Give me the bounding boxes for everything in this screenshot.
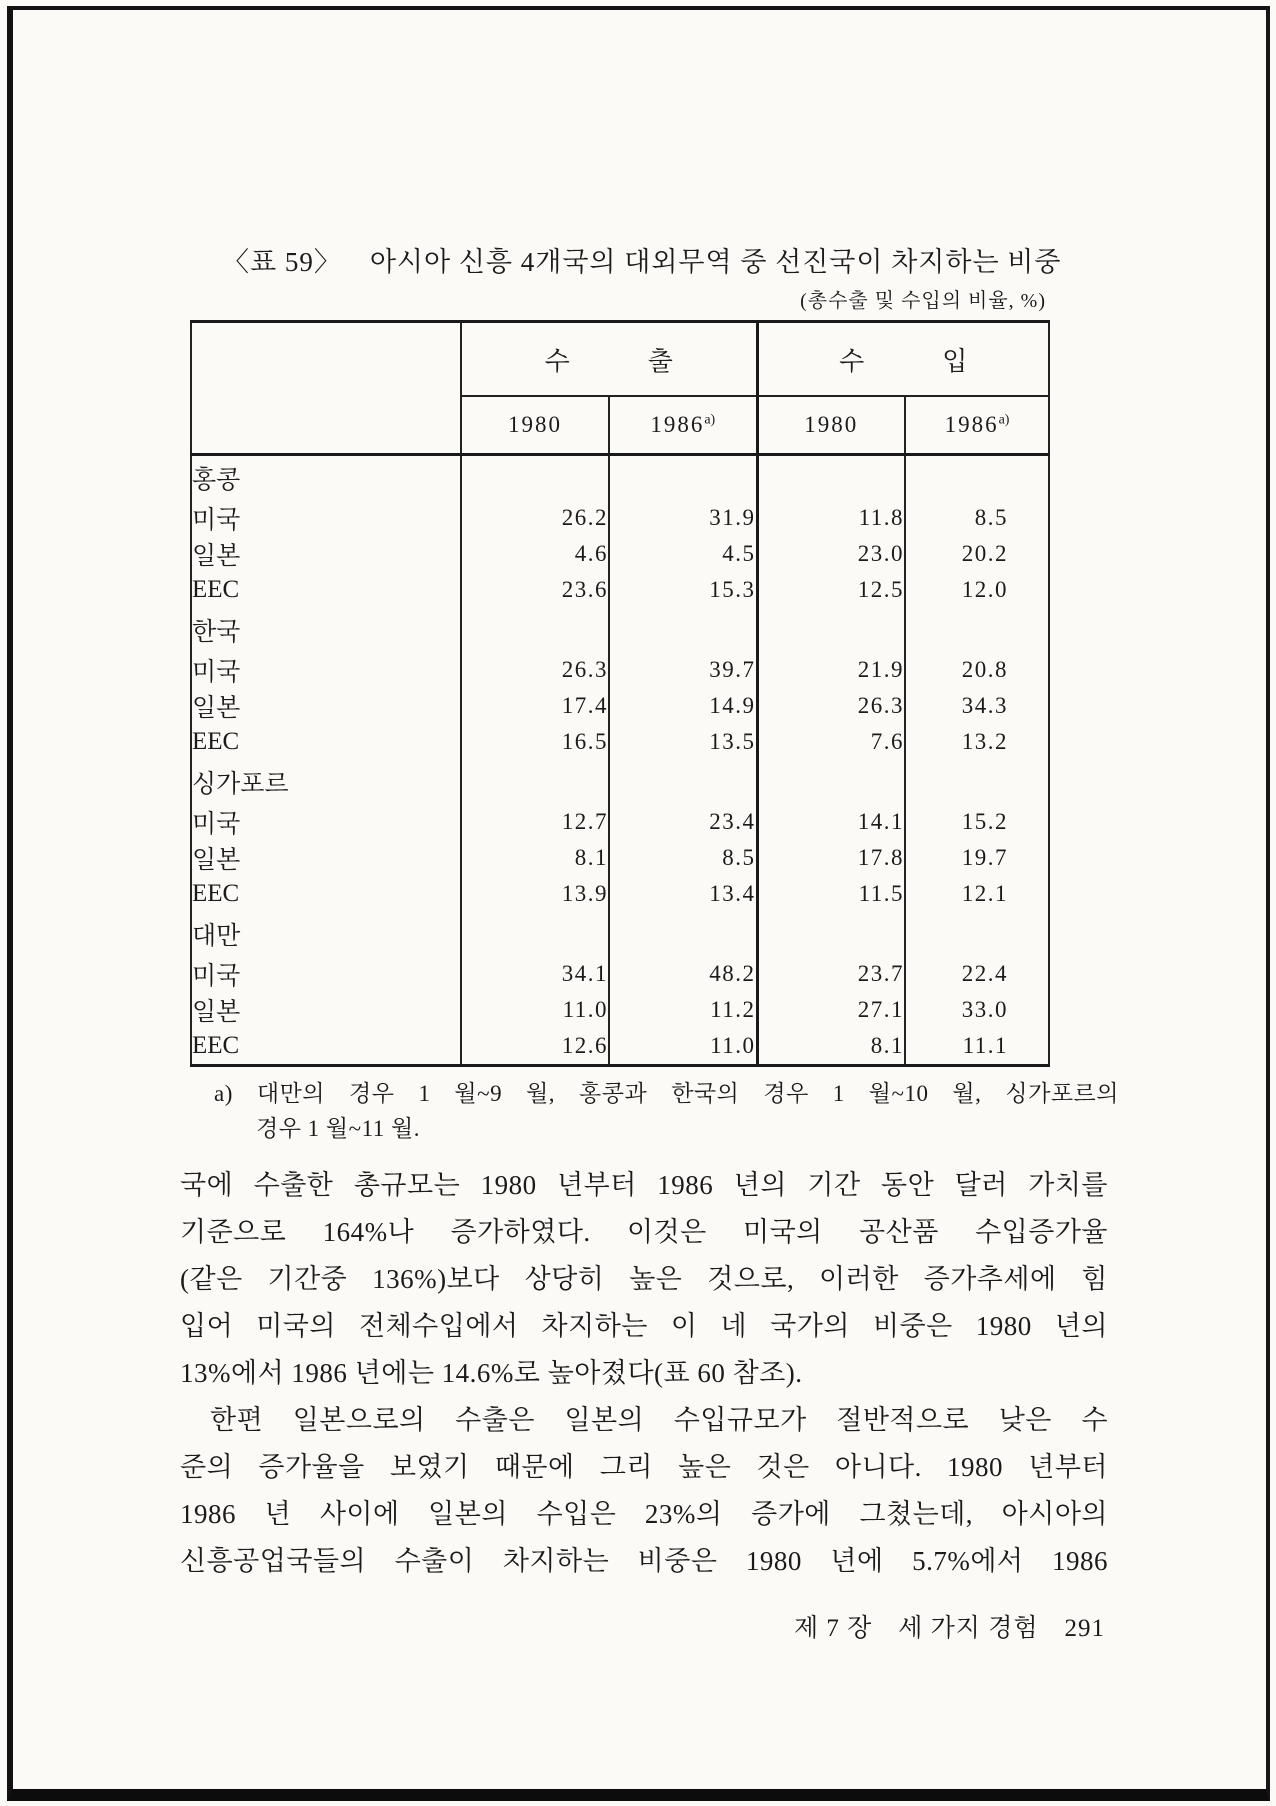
empty-cell bbox=[757, 912, 905, 956]
value-cell: 13.5 bbox=[609, 724, 757, 760]
value-cell: 39.7 bbox=[609, 652, 757, 688]
partner-cell: 미국 bbox=[192, 659, 241, 686]
value-cell: 23.0 bbox=[757, 536, 905, 572]
value-cell: 48.2 bbox=[609, 956, 757, 992]
value-cell: 20.8 bbox=[905, 652, 1049, 688]
value-cell: 15.2 bbox=[905, 804, 1049, 840]
region-row bbox=[191, 608, 1049, 652]
value-cell: 26.3 bbox=[757, 688, 905, 724]
table-row bbox=[191, 804, 1049, 840]
trade-table bbox=[190, 320, 1050, 1067]
value-cell: 8.5 bbox=[609, 840, 757, 876]
empty-cell bbox=[609, 912, 757, 956]
table-row bbox=[191, 956, 1049, 992]
value-cell: 4.6 bbox=[461, 536, 609, 572]
value-cell: 23.6 bbox=[461, 572, 609, 608]
empty-cell bbox=[905, 455, 1049, 501]
trade-table-wrapper bbox=[190, 320, 1050, 1067]
value-cell: 17.8 bbox=[757, 840, 905, 876]
partner-cell: 일본 bbox=[192, 695, 241, 722]
body-line: 한편 일본으로의 수출은 일본의 수입규모가 절반적으로 낮은 수 bbox=[210, 1405, 1108, 1435]
value-cell: 11.8 bbox=[757, 500, 905, 536]
empty-cell bbox=[905, 760, 1049, 804]
body-line: 1986 년 사이에 일본의 수입은 23%의 증가에 그쳤는데, 아시아의 bbox=[180, 1499, 1108, 1529]
partner-cell: EEC bbox=[192, 576, 240, 603]
body-line: 준의 증가율을 보였기 때문에 그리 높은 것은 아니다. 1980 년부터 bbox=[180, 1452, 1108, 1482]
partner-cell: 미국 bbox=[192, 963, 241, 990]
empty-cell bbox=[609, 760, 757, 804]
partner-cell: 미국 bbox=[192, 507, 241, 534]
value-cell: 23.4 bbox=[609, 804, 757, 840]
body-text bbox=[180, 1162, 1108, 1585]
value-cell: 11.1 bbox=[905, 1028, 1049, 1066]
footnote-line: a) 대만의 경우 1 월~9 월, 홍콩과 한국의 경우 1 월~10 월, 싱가포르의 bbox=[214, 1081, 1119, 1106]
value-cell: 8.1 bbox=[757, 1028, 905, 1066]
group-header-imports: 수 입 bbox=[757, 322, 1049, 397]
footnote-line: 경우 1 월~11 월. bbox=[256, 1116, 420, 1141]
table-row bbox=[191, 536, 1049, 572]
region-cell: 홍콩 bbox=[192, 467, 241, 494]
value-cell: 20.2 bbox=[905, 536, 1049, 572]
table-row bbox=[191, 876, 1049, 912]
table-row bbox=[191, 724, 1049, 760]
region-row bbox=[191, 455, 1049, 501]
region-cell: 대만 bbox=[192, 923, 241, 950]
empty-cell bbox=[609, 608, 757, 652]
value-cell: 22.4 bbox=[905, 956, 1049, 992]
empty-cell bbox=[461, 608, 609, 652]
empty-cell bbox=[757, 455, 905, 501]
group-header-row bbox=[191, 322, 1049, 397]
year-header-cell bbox=[461, 396, 609, 455]
table-footnote bbox=[214, 1076, 1119, 1146]
empty-cell bbox=[461, 912, 609, 956]
body-line: 입어 미국의 전체수입에서 차지하는 이 네 국가의 비중은 1980 년의 bbox=[180, 1311, 1108, 1341]
value-cell: 12.1 bbox=[905, 876, 1049, 912]
table-row bbox=[191, 1028, 1049, 1066]
body-line: 국에 수출한 총규모는 1980 년부터 1986 년의 기간 동안 달러 가치를 bbox=[180, 1170, 1108, 1200]
value-cell: 13.2 bbox=[905, 724, 1049, 760]
value-cell: 14.1 bbox=[757, 804, 905, 840]
table-row bbox=[191, 652, 1049, 688]
value-cell: 19.7 bbox=[905, 840, 1049, 876]
value-cell: 11.5 bbox=[757, 876, 905, 912]
body-line: 기준으로 164%나 증가하였다. 이것은 미국의 공산품 수입증가율 bbox=[180, 1217, 1108, 1247]
value-cell: 31.9 bbox=[609, 500, 757, 536]
table-row bbox=[191, 572, 1049, 608]
empty-cell bbox=[461, 455, 609, 501]
footnote-marker: a) bbox=[998, 412, 1010, 428]
value-cell: 26.2 bbox=[461, 500, 609, 536]
value-cell: 27.1 bbox=[757, 992, 905, 1028]
empty-cell bbox=[461, 760, 609, 804]
body-line: 13%에서 1986 년에는 14.6%로 높아졌다(표 60 참조). bbox=[180, 1358, 803, 1388]
body-line: (같은 기간중 136%)보다 상당히 높은 것으로, 이러한 증가추세에 힘 bbox=[180, 1264, 1108, 1294]
group-header-exports: 수 출 bbox=[461, 322, 757, 397]
value-cell: 8.5 bbox=[905, 500, 1049, 536]
value-cell: 12.7 bbox=[461, 804, 609, 840]
value-cell: 34.1 bbox=[461, 956, 609, 992]
year-label: 1980 bbox=[804, 412, 859, 437]
value-cell: 11.0 bbox=[609, 1028, 757, 1066]
table-caption: 〈표 59〉 아시아 신흥 4개국의 대외무역 중 선진국이 차지하는 비중 bbox=[222, 247, 1062, 277]
value-cell: 17.4 bbox=[461, 688, 609, 724]
value-cell: 23.7 bbox=[757, 956, 905, 992]
value-cell: 11.0 bbox=[461, 992, 609, 1028]
partner-cell: 일본 bbox=[192, 847, 241, 874]
value-cell: 14.9 bbox=[609, 688, 757, 724]
empty-cell bbox=[905, 912, 1049, 956]
page-footer: 제 7 장 세 가지 경험 291 bbox=[793, 1615, 1105, 1642]
year-header-cell bbox=[609, 396, 757, 455]
value-cell: 13.4 bbox=[609, 876, 757, 912]
empty-cell bbox=[905, 608, 1049, 652]
empty-cell bbox=[757, 760, 905, 804]
value-cell: 8.1 bbox=[461, 840, 609, 876]
partner-cell: EEC bbox=[192, 1032, 240, 1059]
value-cell: 21.9 bbox=[757, 652, 905, 688]
table-row bbox=[191, 500, 1049, 536]
region-cell: 한국 bbox=[192, 619, 241, 646]
value-cell: 15.3 bbox=[609, 572, 757, 608]
year-header-cell bbox=[757, 396, 905, 455]
partner-cell: EEC bbox=[192, 880, 240, 907]
value-cell: 12.0 bbox=[905, 572, 1049, 608]
stub-header-cell bbox=[191, 322, 461, 455]
value-cell: 12.6 bbox=[461, 1028, 609, 1066]
value-cell: 13.9 bbox=[461, 876, 609, 912]
table-unit-note: (총수출 및 수입의 비율, %) bbox=[800, 290, 1046, 312]
partner-cell: EEC bbox=[192, 728, 240, 755]
body-line: 신흥공업국들의 수출이 차지하는 비중은 1980 년에 5.7%에서 1986 bbox=[180, 1546, 1108, 1576]
value-cell: 16.5 bbox=[461, 724, 609, 760]
value-cell: 4.5 bbox=[609, 536, 757, 572]
region-row bbox=[191, 760, 1049, 804]
value-cell: 12.5 bbox=[757, 572, 905, 608]
region-row bbox=[191, 912, 1049, 956]
year-label: 1980 bbox=[508, 412, 562, 437]
table-row bbox=[191, 688, 1049, 724]
footnote-marker: a) bbox=[704, 412, 716, 428]
value-cell: 7.6 bbox=[757, 724, 905, 760]
value-cell: 11.2 bbox=[609, 992, 757, 1028]
empty-cell bbox=[609, 455, 757, 501]
partner-cell: 일본 bbox=[192, 543, 241, 570]
value-cell: 26.3 bbox=[461, 652, 609, 688]
table-row bbox=[191, 992, 1049, 1028]
year-label: 1986 bbox=[944, 412, 999, 437]
value-cell: 34.3 bbox=[905, 688, 1049, 724]
partner-cell: 일본 bbox=[192, 999, 241, 1026]
partner-cell: 미국 bbox=[192, 811, 241, 838]
year-header-cell bbox=[905, 396, 1049, 455]
empty-cell bbox=[757, 608, 905, 652]
value-cell: 33.0 bbox=[905, 992, 1049, 1028]
year-label: 1986 bbox=[650, 412, 705, 437]
table-row bbox=[191, 840, 1049, 876]
region-cell: 싱가포르 bbox=[192, 771, 289, 798]
